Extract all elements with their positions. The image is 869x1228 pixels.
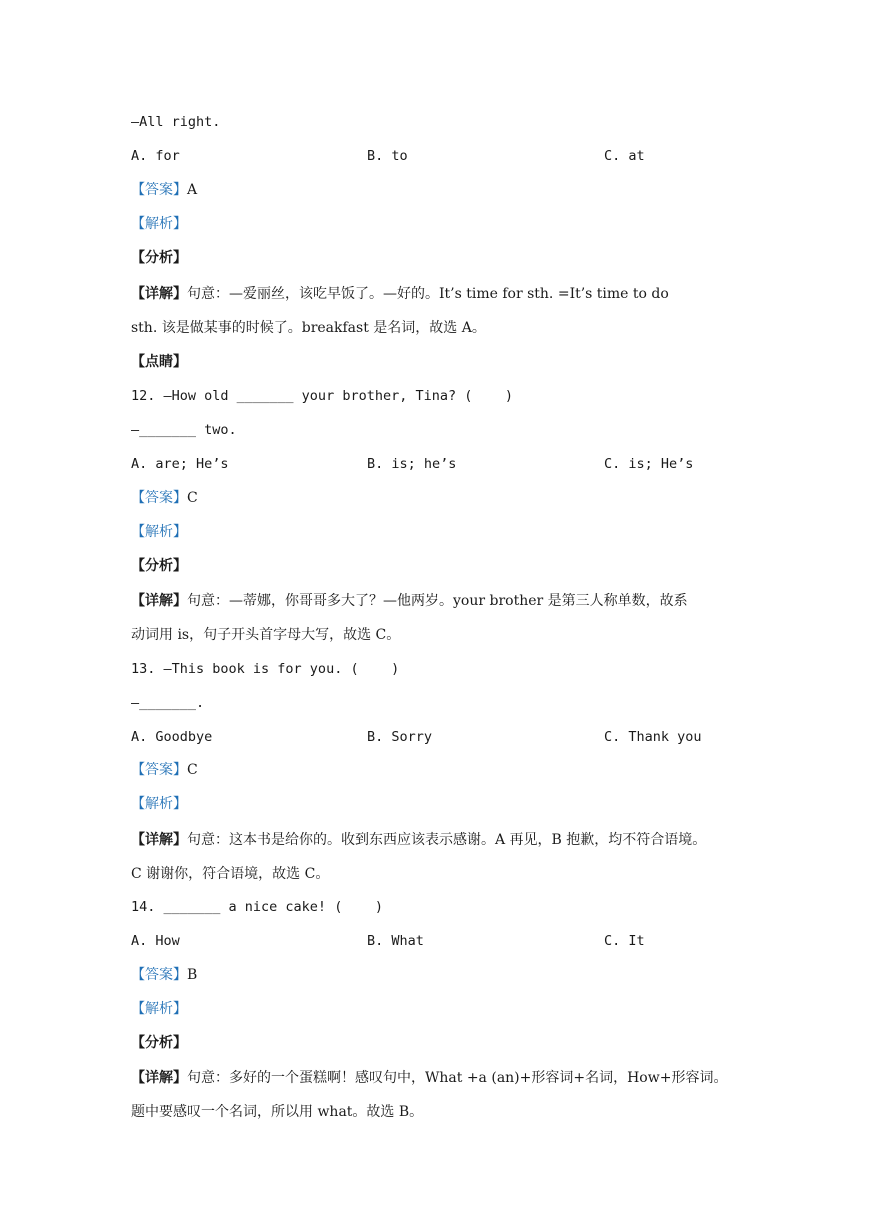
- answer-line: [131, 760, 198, 780]
- option-a: A. for: [131, 148, 180, 164]
- detail-label: 【详解】: [131, 1070, 187, 1086]
- question-13: 13. —This book is for you. ( ): [131, 661, 400, 677]
- analysis-label: 【解析】: [131, 216, 187, 232]
- detail-label: 【详解】: [131, 286, 187, 302]
- option-a: A. are; He’s: [131, 456, 229, 472]
- answer-line: [131, 965, 197, 985]
- answer-label: 【答案】: [131, 967, 187, 983]
- detail-label: 【详解】: [131, 832, 187, 848]
- analysis-label: 【解析】: [131, 796, 187, 812]
- detail-text: 句意：多好的一个蛋糕啊！感叹句中，What +a (an)+形容词+名词，How+形容词。: [187, 1070, 728, 1086]
- dianjing-label: 【点睛】: [131, 354, 187, 370]
- fenxi-label: 【分析】: [131, 1035, 187, 1051]
- answer-value: A: [187, 182, 198, 198]
- reply-line: —All right.: [131, 114, 221, 130]
- answer-label: 【答案】: [131, 182, 187, 198]
- detail-text-cont: C 谢谢你，符合语境，故选 C。: [131, 866, 330, 882]
- option-b: B. Sorry: [367, 729, 433, 745]
- detail-text-cont: 动词用 is，句子开头首字母大写，故选 C。: [131, 627, 401, 643]
- detail-line: [131, 591, 688, 611]
- option-b: B. to: [367, 148, 408, 164]
- detail-label: 【详解】: [131, 593, 187, 609]
- question-12: 12. —How old _______ your brother, Tina? ( ): [131, 388, 514, 404]
- option-b: B. What: [367, 933, 424, 949]
- reply-line: —_______ two.: [131, 422, 237, 438]
- answer-label: 【答案】: [131, 490, 187, 506]
- analysis-label: 【解析】: [131, 524, 187, 540]
- detail-line: [131, 1068, 727, 1088]
- option-c: C. It: [604, 933, 645, 949]
- fenxi-label: 【分析】: [131, 558, 187, 574]
- answer-value: B: [187, 967, 198, 983]
- answer-value: C: [187, 762, 198, 778]
- detail-text: 句意：—蒂娜，你哥哥多大了？—他两岁。your brother 是第三人称单数，故系: [187, 593, 688, 609]
- answer-value: C: [187, 490, 198, 506]
- reply-line: —_______.: [131, 695, 205, 711]
- fenxi-label: 【分析】: [131, 250, 187, 266]
- detail-text: 句意：—爱丽丝，该吃早饭了。—好的。It’s time for sth. =It’s time to do: [187, 286, 669, 302]
- answer-line: [131, 488, 198, 508]
- option-a: A. How: [131, 933, 180, 949]
- detail-line: [131, 284, 669, 304]
- option-a: A. Goodbye: [131, 729, 213, 745]
- option-c: C. Thank you: [604, 729, 702, 745]
- option-c: C. at: [604, 148, 645, 164]
- answer-line: [131, 180, 197, 200]
- analysis-label: 【解析】: [131, 1001, 187, 1017]
- detail-text: 句意：这本书是给你的。收到东西应该表示感谢。A 再见，B 抱歉，均不符合语境。: [187, 832, 707, 848]
- answer-label: 【答案】: [131, 762, 187, 778]
- question-14: 14. _______ a nice cake! ( ): [131, 899, 383, 915]
- detail-text-cont: sth. 该是做某事的时候了。breakfast 是名词，故选 A。: [131, 320, 486, 336]
- option-b: B. is; he’s: [367, 456, 457, 472]
- detail-text-cont: 题中要感叹一个名词，所以用 what。故选 B。: [131, 1104, 424, 1120]
- detail-line: [131, 830, 706, 850]
- option-c: C. is; He’s: [604, 456, 694, 472]
